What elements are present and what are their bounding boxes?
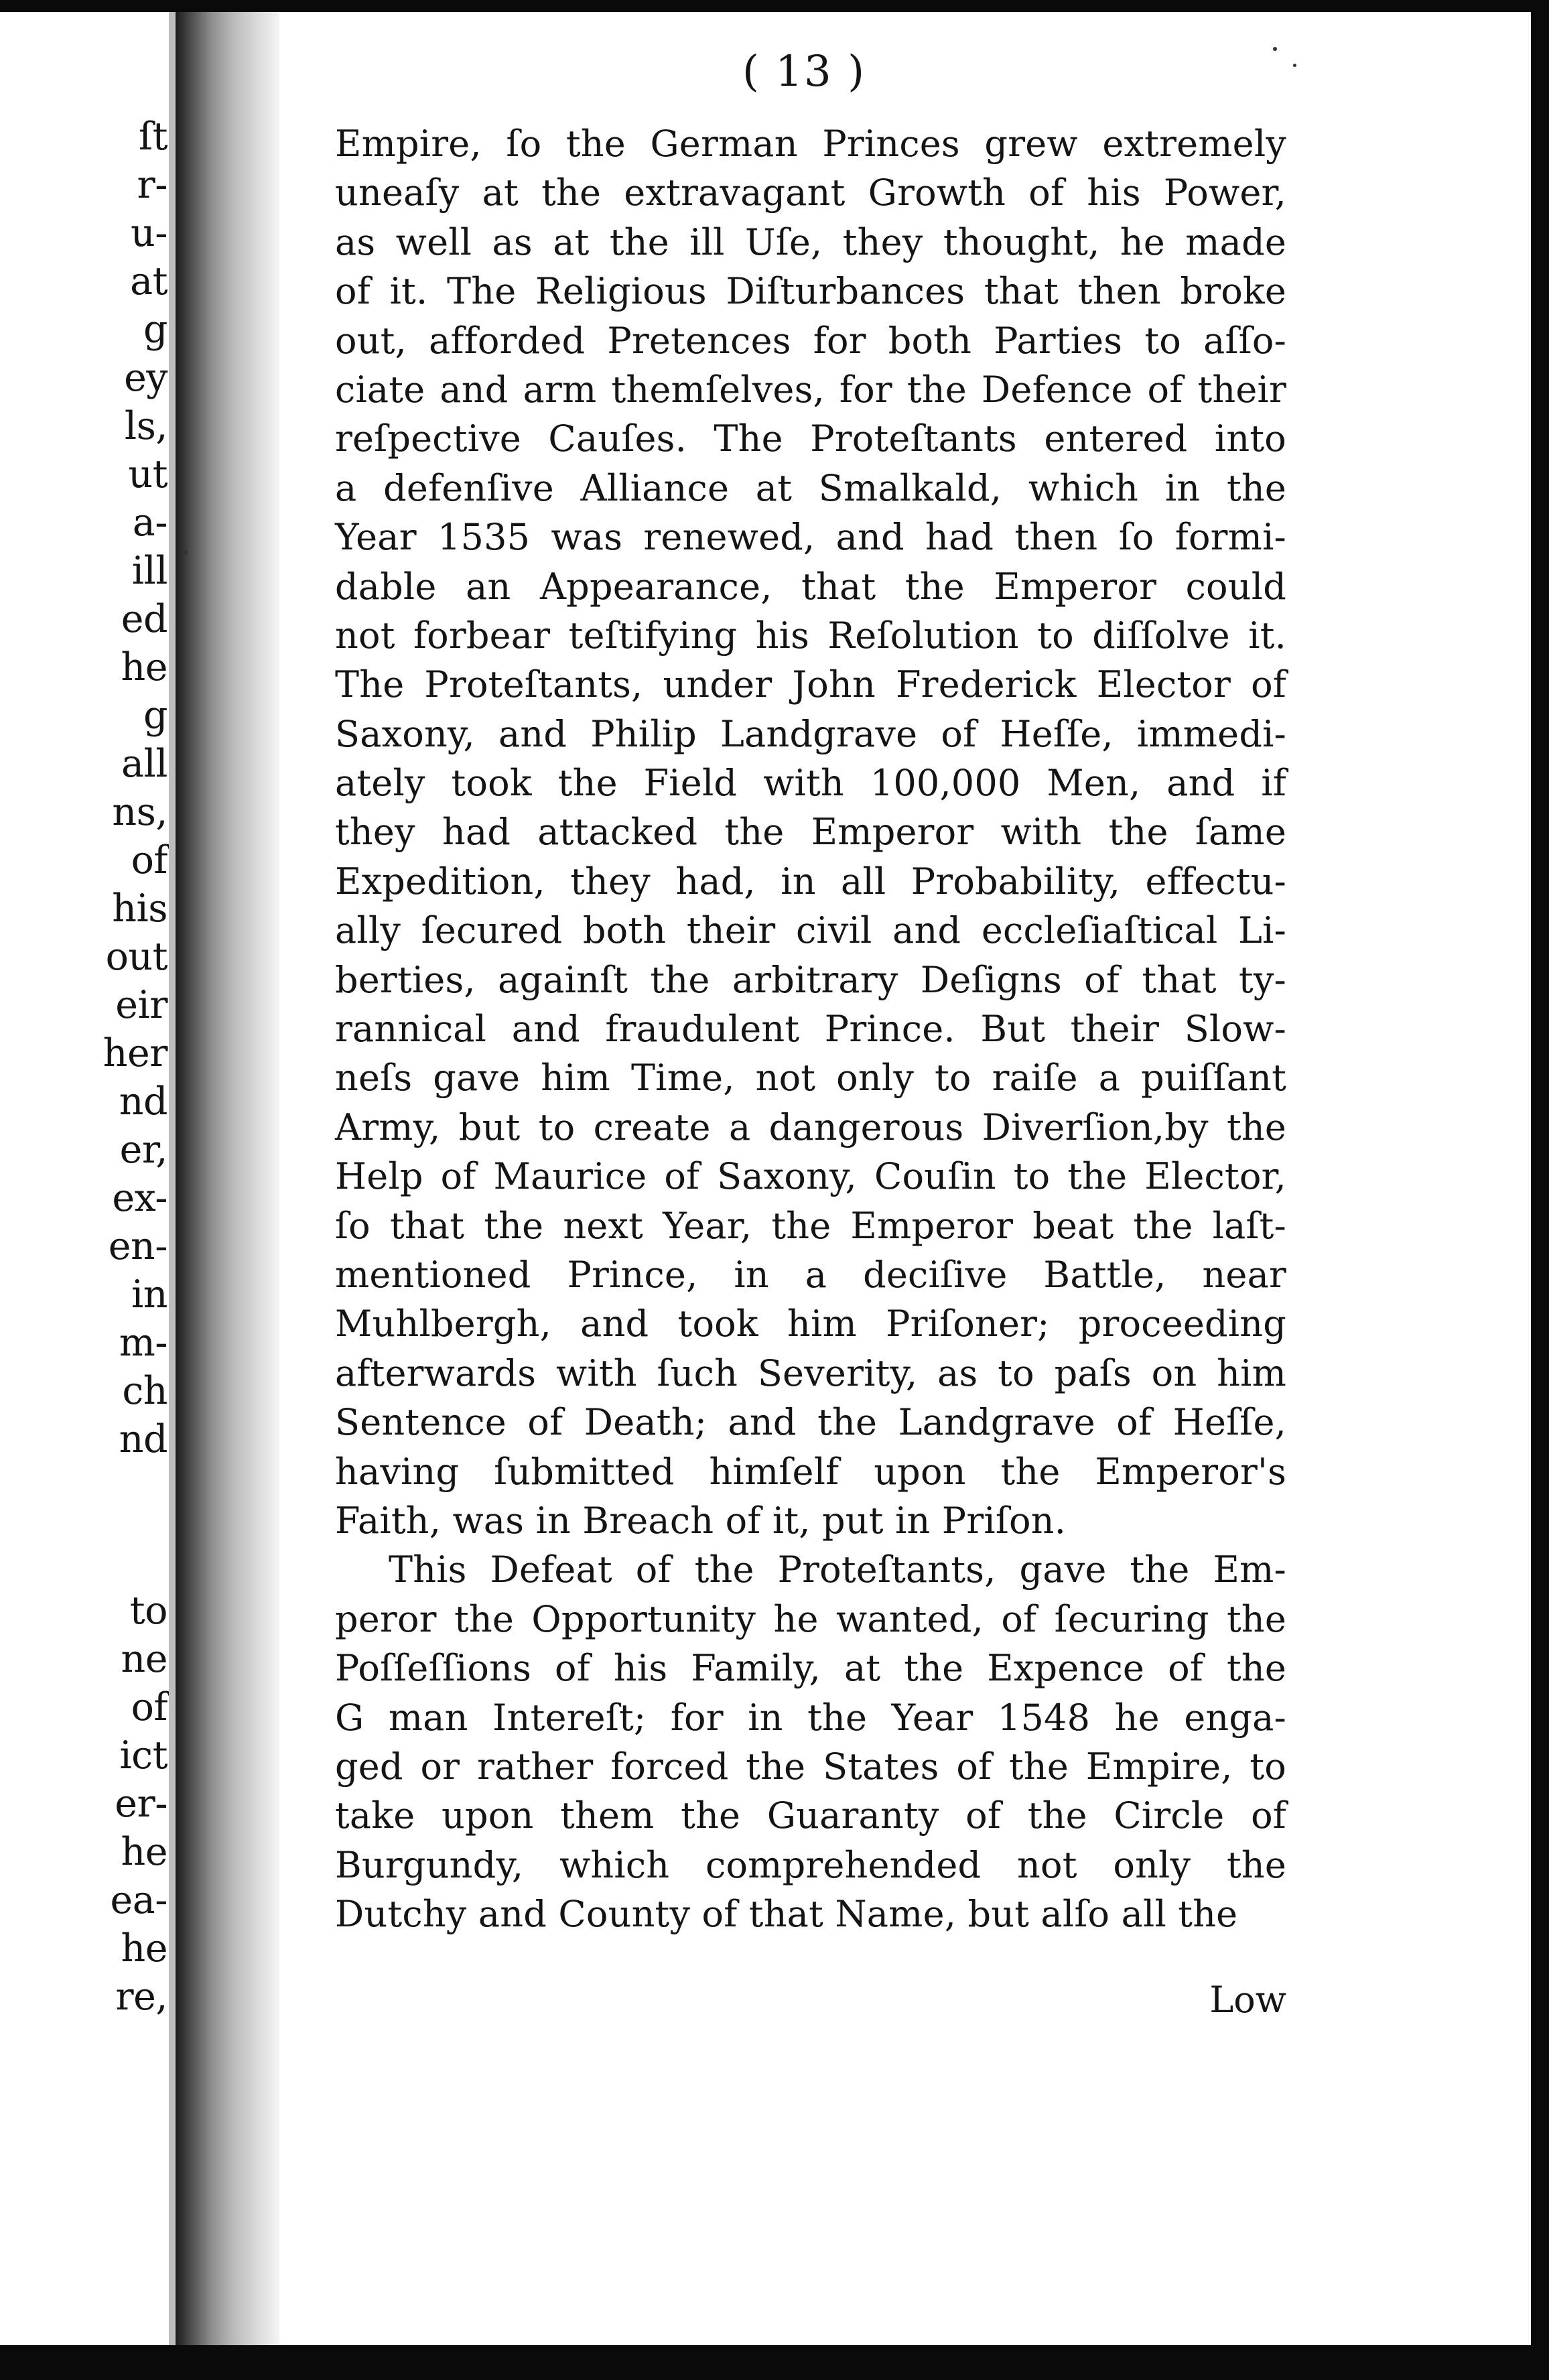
- facing-page-line-fragment: ey: [124, 356, 167, 400]
- facing-page-line-fragment: ſt: [138, 115, 167, 159]
- facing-page-line-fragment: ill: [131, 549, 167, 593]
- facing-page-line-fragment: nd: [119, 1079, 167, 1124]
- text-line: Help of Maurice of Saxony, Couſin to the Elector,: [335, 1155, 1286, 1198]
- text-line: This Defeat of the Proteſtants, gave the Em-: [389, 1548, 1286, 1591]
- facing-page-line-fragment: to: [129, 1589, 167, 1633]
- text-line: berties, againſt the arbitrary Deſigns of that ty-: [335, 958, 1286, 1001]
- scan-speck: [1293, 64, 1296, 67]
- text-line: Saxony, and Philip Landgrave of Heſſe, immedi-: [335, 712, 1286, 755]
- facing-page-line-fragment: ne: [121, 1637, 167, 1681]
- facing-page-text-lower: [0, 1587, 167, 2021]
- text-line: of it. The Religious Diſturbances that then broke: [335, 270, 1286, 313]
- text-line: as well as at the ill Uſe, they thought, he made: [335, 220, 1286, 263]
- facing-page-line-fragment: ed: [121, 597, 167, 641]
- text-line: dable an Appearance, that the Emperor could: [335, 565, 1286, 608]
- text-line: Burgundy, which comprehended not only the: [335, 1843, 1286, 1886]
- text-line: take upon them the Guaranty of the Circle of: [335, 1794, 1286, 1837]
- text-line: Poſſeſſions of his Family, at the Expence of the: [335, 1647, 1286, 1690]
- text-line: Army, but to create a dangerous Diverſion,by the: [335, 1106, 1286, 1148]
- text-line: Sentence of Death; and the Landgrave of Heſſe,: [335, 1401, 1286, 1444]
- facing-page-line-fragment: g: [143, 308, 167, 352]
- text-line: The Proteſtants, under John Frederick Elector of: [335, 663, 1286, 706]
- facing-page-line-fragment: re,: [115, 1975, 167, 2019]
- scan-border-right: [1531, 0, 1549, 2380]
- facing-page-line-fragment: out: [105, 935, 167, 979]
- text-line: rannical and fraudulent Prince. But their Slow-: [335, 1008, 1286, 1051]
- text-line: they had attacked the Emperor with the ſame: [335, 811, 1286, 854]
- text-line: a defenſive Alliance at Smalkald, which in the: [335, 466, 1286, 509]
- facing-page-line-fragment: g: [143, 693, 167, 738]
- facing-page-line-fragment: eir: [115, 983, 167, 1027]
- text-line: Dutchy and County of that Name, but alſo all the: [335, 1893, 1238, 1936]
- scan-speck: [1273, 47, 1277, 51]
- facing-page-line-fragment: ex-: [112, 1176, 167, 1220]
- catchword: Low: [1209, 1979, 1286, 2021]
- text-line: out, afforded Pretences for both Parties to aſſo-: [335, 319, 1286, 362]
- facing-page-line-fragment: ch: [122, 1369, 167, 1413]
- facing-page-line-fragment: of: [131, 1685, 167, 1729]
- page-number: ( 13 ): [742, 47, 866, 96]
- facing-page-line-fragment: m-: [119, 1321, 167, 1365]
- facing-page-line-fragment: ns,: [112, 790, 167, 834]
- text-line: ally ſecured both their civil and eccleſiaſtical Li-: [335, 909, 1286, 952]
- facing-page-line-fragment: ls,: [124, 404, 167, 448]
- facing-page-line-fragment: he: [121, 645, 167, 689]
- facing-page-line-fragment: er-: [115, 1782, 167, 1826]
- facing-page-line-fragment: ict: [119, 1733, 167, 1778]
- text-line: ged or rather forced the States of the Empire, to: [335, 1745, 1286, 1788]
- text-line: Expedition, they had, in all Probability, effectu-: [335, 860, 1286, 903]
- facing-page-line-fragment: he: [121, 1830, 167, 1874]
- text-line: ſo that the next Year, the Emperor beat the laſt-: [335, 1204, 1286, 1247]
- text-line: neſs gave him Time, not only to raiſe a puiſſant: [335, 1057, 1286, 1100]
- facing-page-line-fragment: nd: [119, 1417, 167, 1461]
- facing-page-line-fragment: in: [131, 1272, 167, 1317]
- text-line: reſpective Cauſes. The Proteſtants entered into: [335, 417, 1286, 460]
- text-line: not forbear teſtifying his Reſolution to diſſolve it.: [335, 614, 1286, 657]
- text-line: Year 1535 was renewed, and had then ſo formi-: [335, 516, 1286, 559]
- text-line: ciate and arm themſelves, for the Defence of their: [335, 368, 1286, 411]
- facing-page-fragment: [0, 12, 169, 2345]
- facing-page-line-fragment: all: [121, 742, 167, 786]
- facing-page-line-fragment: at: [130, 259, 167, 304]
- text-line: Empire, ſo the German Princes grew extremely: [335, 123, 1286, 165]
- scan-speck: [184, 549, 188, 555]
- scan-border-top: [0, 0, 1549, 12]
- text-line: having ſubmitted himſelf upon the Emperor's: [335, 1450, 1286, 1493]
- text-line: Faith, was in Breach of it, put in Priſon.: [335, 1499, 1067, 1542]
- facing-page-line-fragment: r-: [137, 163, 167, 207]
- text-line: afterwards with ſuch Severity, as to paſs on him: [335, 1351, 1286, 1394]
- text-line: uneaſy at the extravagant Growth of his Power,: [335, 172, 1286, 214]
- text-line: G man Intereſt; for in the Year 1548 he enga-: [335, 1696, 1286, 1739]
- text-line: Muhlbergh, and took him Priſoner; proceeding: [335, 1303, 1286, 1345]
- facing-page-line-fragment: his: [112, 886, 167, 931]
- facing-page-line-fragment: er,: [119, 1128, 167, 1172]
- facing-page-line-fragment: her: [103, 1031, 167, 1075]
- facing-page-line-fragment: of: [131, 838, 167, 882]
- text-line: ately took the Field with 100,000 Men, and if: [335, 762, 1286, 805]
- scan-border-bottom: [0, 2345, 1549, 2380]
- facing-page-line-fragment: ut: [128, 452, 167, 497]
- facing-page-line-fragment: u-: [131, 211, 167, 255]
- text-line: mentioned Prince, in a deciſive Battle, near: [335, 1253, 1286, 1296]
- facing-page-line-fragment: he: [121, 1926, 167, 1971]
- text-line: peror the Opportunity he wanted, of ſecuring the: [335, 1597, 1286, 1640]
- facing-page-line-fragment: a-: [132, 501, 167, 545]
- facing-page-line-fragment: ea-: [110, 1878, 167, 1922]
- book-gutter-shadow: [176, 12, 279, 2345]
- page-body-text: [335, 119, 1286, 1938]
- facing-page-text-upper: [0, 113, 167, 1463]
- facing-page-line-fragment: en-: [108, 1224, 167, 1268]
